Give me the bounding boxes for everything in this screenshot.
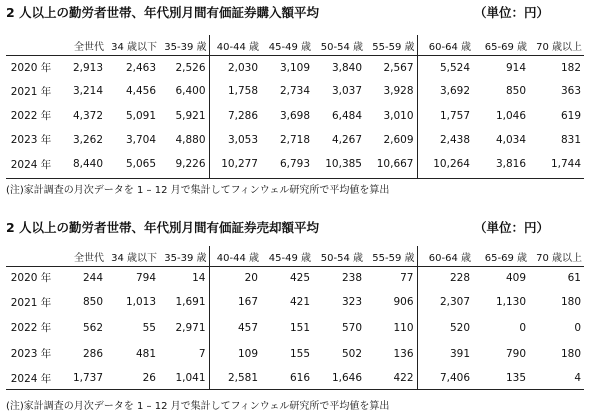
value-cell: 3,262: [72, 133, 103, 146]
header-cell: 65-69 歳: [473, 246, 529, 267]
value-cell: 7,286: [209, 103, 261, 129]
value-cell: 3,698: [279, 109, 310, 122]
value-cell: 562: [82, 321, 103, 334]
purchase-header-row: [6, 35, 584, 56]
header-cell: 34 歳以下: [106, 246, 159, 267]
value-cell: 363: [560, 85, 581, 97]
header-cell: 60-64 歳: [417, 35, 473, 56]
value-cell: 10,264: [417, 151, 473, 179]
value-cell: 155: [289, 347, 310, 360]
value-cell: 425: [289, 271, 310, 284]
value-cell: 4,267: [331, 133, 362, 146]
value-cell: 1,646: [313, 368, 365, 390]
value-cell: 1,757: [417, 103, 473, 129]
value-cell: 850: [82, 296, 103, 308]
year-cell: 2020 年: [10, 272, 52, 285]
value-cell: 1,737: [56, 368, 106, 390]
header-cell: 45-49 歳: [261, 35, 313, 56]
value-cell: 228: [417, 267, 473, 289]
value-cell: 2,438: [417, 129, 473, 151]
value-cell: 109: [209, 340, 261, 368]
value-cell: 616: [261, 368, 313, 390]
value-cell: 110: [393, 321, 414, 334]
sale-table-unit: （単位：円）: [473, 220, 549, 235]
value-cell: 14: [192, 271, 206, 284]
header-cell: 40-44 歳: [209, 35, 261, 56]
table-row: [6, 80, 584, 103]
value-cell: 2,913: [72, 61, 103, 74]
value-cell: 238: [341, 271, 362, 284]
value-cell: 1,013: [125, 296, 156, 308]
value-cell: 1,691: [175, 296, 206, 308]
value-cell: 26: [106, 368, 159, 390]
value-cell: 3,704: [125, 133, 156, 146]
header-cell: [6, 246, 56, 267]
purchase-table: [6, 35, 584, 179]
value-cell: 3,928: [383, 85, 414, 97]
value-cell: 3,840: [331, 61, 362, 74]
header-cell: 70 歳以上: [529, 35, 584, 56]
value-cell: 5,921: [175, 109, 206, 122]
table-row: [6, 316, 584, 340]
value-cell: 180: [560, 296, 581, 308]
value-cell: 6,793: [261, 151, 313, 179]
value-cell: 1,041: [159, 368, 209, 390]
value-cell: 850: [505, 85, 526, 97]
header-cell: 55-59 歳: [365, 35, 417, 56]
value-cell: 2,581: [209, 368, 261, 390]
value-cell: 4: [529, 368, 584, 390]
value-cell: 1,744: [529, 151, 584, 179]
purchase-table-note: (注)家計調査の月次データを 1 – 12 月で集計してフィンウェル研究所で平均値を算出: [6, 185, 390, 196]
value-cell: 151: [289, 321, 310, 334]
value-cell: 502: [341, 347, 362, 360]
year-cell: 2022 年: [10, 322, 52, 334]
year-cell: 2021 年: [10, 296, 52, 309]
header-cell: 50-54 歳: [313, 35, 365, 56]
value-cell: 180: [560, 347, 581, 360]
value-cell: 2,734: [279, 85, 310, 97]
table-row: [6, 289, 584, 316]
value-cell: 3,109: [279, 61, 310, 74]
value-cell: 5,524: [417, 56, 473, 80]
value-cell: 167: [209, 289, 261, 316]
table-row: [6, 340, 584, 368]
value-cell: 136: [393, 347, 414, 360]
table-row: [6, 151, 584, 179]
header-cell: 55-59 歳: [365, 246, 417, 267]
value-cell: 1,046: [495, 109, 526, 122]
value-cell: 7,406: [417, 368, 473, 390]
value-cell: 2,526: [175, 61, 206, 74]
value-cell: 77: [400, 271, 414, 284]
value-cell: 10,385: [313, 151, 365, 179]
value-cell: 323: [341, 296, 362, 308]
value-cell: 5,091: [125, 109, 156, 122]
value-cell: 422: [365, 368, 417, 390]
value-cell: 391: [417, 340, 473, 368]
header-cell: 全世代: [56, 246, 106, 267]
value-cell: 1,758: [209, 80, 261, 103]
value-cell: 3,816: [473, 151, 529, 179]
value-cell: 135: [473, 368, 529, 390]
value-cell: 9,226: [159, 151, 209, 179]
value-cell: 3,053: [209, 129, 261, 151]
year-cell: 2023 年: [10, 134, 52, 146]
year-cell: 2024 年: [6, 368, 56, 390]
table-row: [6, 103, 584, 129]
value-cell: 481: [135, 347, 156, 360]
value-cell: 831: [560, 133, 581, 146]
header-cell: 34 歳以下: [106, 35, 159, 56]
value-cell: 906: [393, 296, 414, 308]
value-cell: 4,880: [175, 133, 206, 146]
year-cell: 2023 年: [10, 348, 52, 360]
header-cell: 40-44 歳: [209, 246, 261, 267]
header-cell: 60-64 歳: [417, 246, 473, 267]
value-cell: 2,307: [417, 289, 473, 316]
value-cell: 10,667: [365, 151, 417, 179]
value-cell: 286: [82, 347, 103, 360]
value-cell: 2,609: [383, 133, 414, 146]
value-cell: 2,463: [125, 61, 156, 74]
table-row: [6, 56, 584, 80]
value-cell: 61: [567, 271, 581, 284]
value-cell: 2,567: [383, 61, 414, 74]
value-cell: 6,484: [331, 109, 362, 122]
header-cell: 65-69 歳: [473, 35, 529, 56]
sale-table-title: 2 人以上の勤労者世帯、年代別月間有価証券売却額平均: [6, 220, 320, 235]
table-row: [6, 368, 584, 390]
value-cell: 244: [82, 271, 103, 284]
value-cell: 421: [289, 296, 310, 308]
value-cell: 10,277: [209, 151, 261, 179]
header-cell: 全世代: [56, 35, 106, 56]
header-cell: 35-39 歳: [159, 246, 209, 267]
year-cell: 2024 年: [6, 151, 56, 179]
value-cell: 3,010: [383, 109, 414, 122]
value-cell: 4,034: [495, 133, 526, 146]
year-cell: 2021 年: [10, 85, 52, 98]
value-cell: 0: [574, 321, 581, 334]
value-cell: 790: [505, 347, 526, 360]
value-cell: 914: [505, 61, 526, 74]
value-cell: 182: [560, 61, 581, 74]
value-cell: 520: [417, 316, 473, 340]
table-row: [6, 267, 584, 289]
value-cell: 570: [341, 321, 362, 334]
value-cell: 2,030: [209, 56, 261, 80]
header-cell: 50-54 歳: [313, 246, 365, 267]
table-row: [6, 129, 584, 151]
header-cell: [6, 35, 56, 56]
value-cell: 2,971: [175, 321, 206, 334]
value-cell: 457: [209, 316, 261, 340]
value-cell: 3,037: [331, 85, 362, 97]
value-cell: 0: [519, 321, 526, 334]
value-cell: 6,400: [175, 85, 206, 97]
year-cell: 2022 年: [10, 110, 52, 122]
sale-table: [6, 246, 584, 390]
header-cell: 70 歳以上: [529, 246, 584, 267]
header-cell: 35-39 歳: [159, 35, 209, 56]
value-cell: 20: [209, 267, 261, 289]
header-cell: 45-49 歳: [261, 246, 313, 267]
value-cell: 3,692: [417, 80, 473, 103]
value-cell: 4,372: [72, 109, 103, 122]
purchase-table-title: 2 人以上の勤労者世帯、年代別月間有価証券購入額平均: [6, 5, 320, 20]
year-cell: 2020 年: [10, 62, 52, 75]
value-cell: 55: [142, 321, 156, 334]
purchase-table-unit: （単位：円）: [473, 5, 549, 20]
value-cell: 5,065: [106, 151, 159, 179]
value-cell: 3,214: [72, 85, 103, 97]
value-cell: 1,130: [495, 296, 526, 308]
value-cell: 8,440: [56, 151, 106, 179]
value-cell: 409: [505, 271, 526, 284]
value-cell: 794: [135, 271, 156, 284]
sale-header-row: [6, 246, 584, 267]
value-cell: 4,456: [125, 85, 156, 97]
value-cell: 7: [198, 347, 206, 360]
value-cell: 619: [560, 109, 581, 122]
sale-table-note: (注)家計調査の月次データを 1 – 12 月で集計してフィンウェル研究所で平均値を算出: [6, 401, 390, 412]
value-cell: 2,718: [279, 133, 310, 146]
